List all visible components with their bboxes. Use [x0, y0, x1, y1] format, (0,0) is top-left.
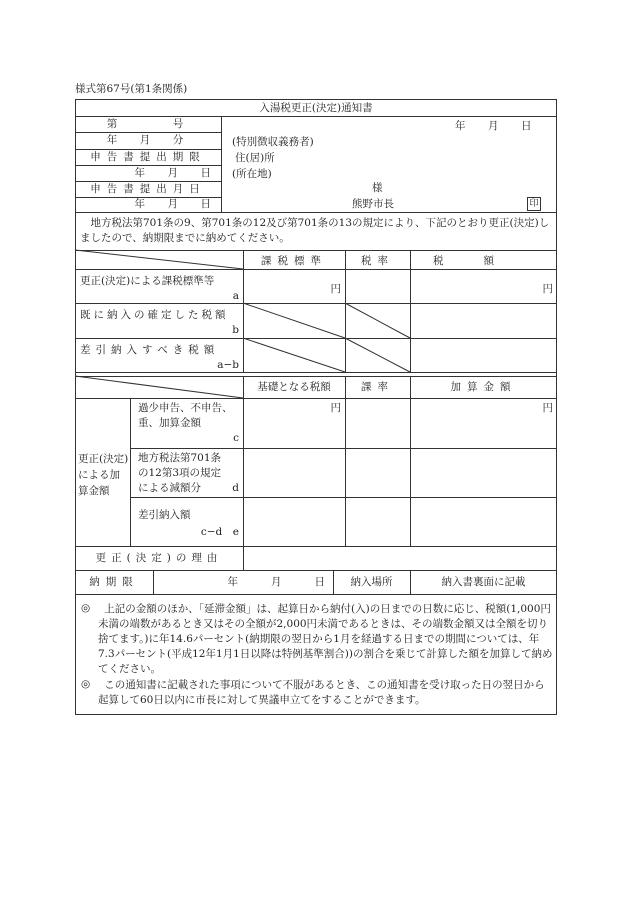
intro-text: 地方税法第701条の9、第701条の12及び第701条の13の規定により、下記のとおり更正(決定)しましたので、納期限までに納めてください。: [80, 217, 550, 244]
payment-place-value: 納入書裏面に記載: [441, 576, 526, 588]
t2-row1-line1: 過少申告、不申告、: [138, 402, 233, 414]
vrule-header: [221, 116, 222, 212]
t1-header-base: 課税標準: [261, 255, 327, 267]
vrule-t1-b: [345, 250, 346, 372]
t1-row1-code: a: [232, 290, 239, 302]
rule-t2-r1: [130, 448, 557, 449]
rule-hdr1: [75, 132, 221, 133]
t2-row3-line1: 差引納入額: [138, 509, 191, 521]
t2-row2-line3: による減額分: [138, 482, 201, 494]
notice-date: 年 月 日: [455, 120, 538, 132]
filing-date-label: 申告書提出月日: [90, 183, 206, 195]
form-id: 様式第67号(第1条関係): [75, 83, 188, 95]
seal-mark: 印: [527, 197, 541, 211]
sama-label: 様: [372, 182, 383, 194]
issuer-name: 熊野市長: [352, 198, 394, 210]
note2-text: この通知書に記載された事項について不服があるとき、この通知書を受け取った日の翌日から起算して60日以内に市長に対して異議申立てをすることができます。: [98, 679, 545, 706]
t1-row3-code: a−b: [217, 359, 239, 371]
payment-place-label: 納入場所: [350, 576, 393, 588]
rule-intro-bottom: [75, 250, 557, 251]
t2-group-label: 更正(決定)による加算金額: [78, 453, 129, 497]
location-label: (所在地): [232, 168, 272, 180]
t1-header-rate: 税率: [361, 255, 394, 267]
t1-row1-unit-amount: 円: [542, 283, 553, 295]
t1-row1-label: 更正(決定)による課税標準等: [80, 275, 215, 287]
taxpayer-type: (特別徴収義務者): [232, 136, 314, 148]
rule-t2-bottom: [75, 546, 557, 547]
note2-mark: ◎: [81, 678, 91, 690]
t2-row2-code: d: [232, 482, 239, 494]
number-row: 第 号: [106, 118, 190, 130]
reason-label: 更正(決定)の理由: [95, 552, 223, 564]
rule-t2-head: [75, 398, 557, 399]
filing-date: 年 月 日: [134, 198, 217, 210]
rule-header-bottom: [75, 212, 557, 213]
t1-row3-label: 差引納入すべき税額: [80, 344, 220, 356]
rule-t2-r2: [130, 497, 557, 498]
rule-t1-r2: [75, 338, 557, 339]
rule-t1-r3: [75, 372, 557, 373]
t2-row1-line2: 重、加算金額: [138, 417, 201, 429]
t2-row1-code: c: [233, 432, 239, 444]
t2-row2-line1: 地方税法第701条: [138, 452, 222, 464]
rule-title-bottom: [75, 116, 557, 117]
vrule-t2-group: [130, 398, 131, 546]
vrule-reason: [243, 546, 244, 570]
rule-hdr2: [75, 149, 221, 150]
t2-row1-unit-base: 円: [330, 402, 341, 414]
note1-mark: ◎: [81, 602, 91, 614]
vrule-t1-a: [243, 250, 244, 372]
t1-row2-label: 既に納入の確定した税額: [80, 309, 229, 321]
address-label: 住(居)所: [235, 152, 275, 164]
deadline-date: 年 月 日: [227, 576, 329, 588]
t2-header-rate: 課率: [361, 381, 394, 393]
rule-hdr3: [75, 165, 221, 166]
t1-row1-unit-base: 円: [330, 283, 341, 295]
t2-row3-code: c−d e: [200, 526, 239, 538]
vrule-t2-b: [345, 376, 346, 546]
rule-deadline-bottom: [75, 594, 557, 595]
t2-row1-unit-amount: 円: [542, 402, 553, 414]
tax-period: 年 月 分: [106, 134, 190, 146]
rule-hdr4: [75, 181, 221, 182]
rule-t1-r1: [75, 303, 557, 304]
rule-t1-head: [75, 269, 557, 270]
rule-reason-bottom: [75, 570, 557, 571]
t1-row2-code: b: [232, 324, 239, 336]
t2-row2-line2: の12第3項の規定: [138, 467, 222, 479]
t1-header-amount: 税額: [433, 255, 534, 267]
filing-deadline-date: 年 月 日: [134, 167, 217, 179]
form-title: 入湯税更正(決定)通知書: [259, 102, 373, 114]
t2-header-base: 基礎となる税額: [257, 381, 331, 393]
deadline-label: 納期限: [89, 576, 139, 588]
vrule-t1-c: [410, 250, 411, 372]
t2-header-amount: 加算金額: [450, 381, 517, 393]
rule-t2-top: [75, 376, 557, 377]
filing-deadline-label: 申告書提出期限: [90, 151, 206, 163]
note1-text: 上記の金額のほか、「延滞金額」は、起算日から納付(入)の日までの日数に応じ、税額(1,000円未満の端数があるとき又はその全額が2,000円未満であるときは、その端数金額又は全額を切り捨てます。)に年14.6パーセント(納期限の翌日から1月を経過する日までの期間については、年7.3パーセント(平成12年1月1日以降は特例基準割合))の割合を乗じて計算した額を加算して納めてください。: [98, 603, 553, 675]
